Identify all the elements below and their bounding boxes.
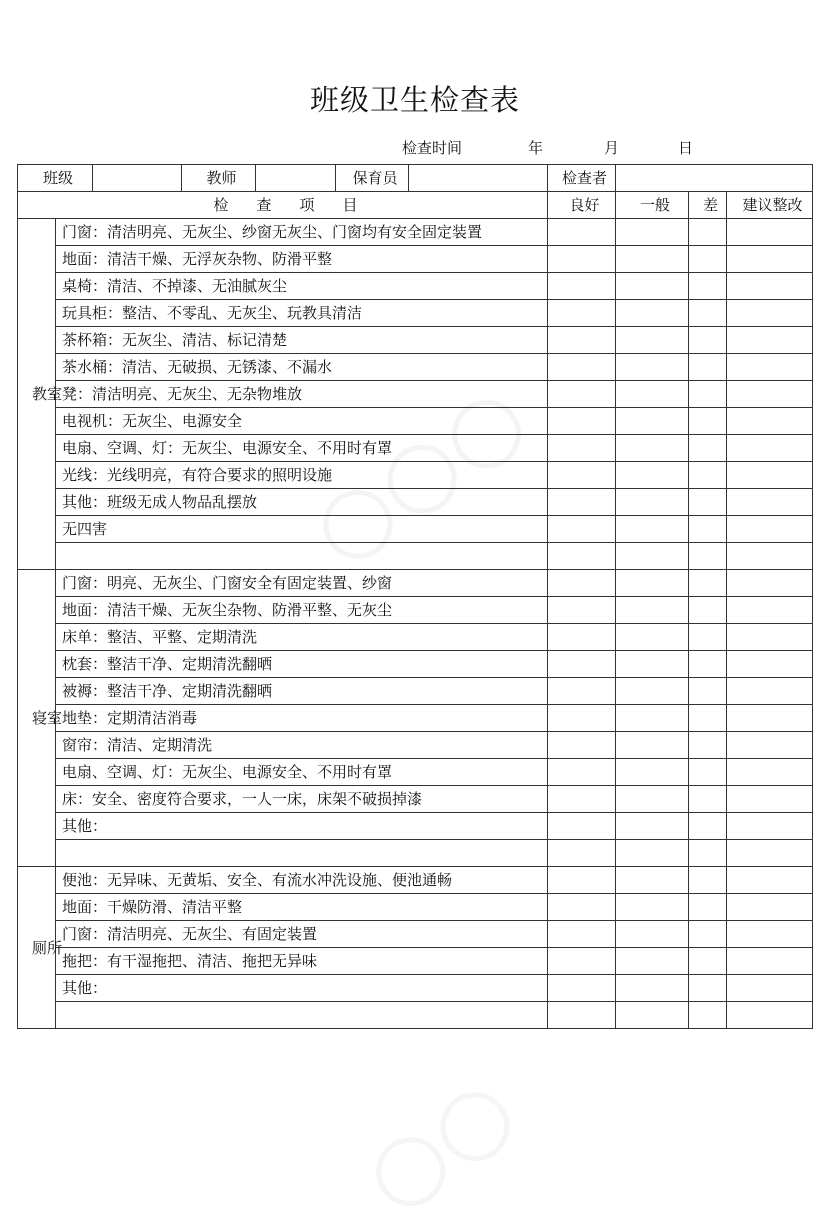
suggestion-cell[interactable] [727, 354, 813, 381]
poor-cell[interactable] [689, 975, 727, 1002]
good-cell[interactable] [548, 840, 616, 867]
suggestion-cell[interactable] [727, 327, 813, 354]
month-label: 月 [604, 139, 620, 157]
fair-cell[interactable] [616, 975, 689, 1002]
suggestion-cell[interactable] [727, 894, 813, 921]
table-row [18, 786, 813, 813]
fair-cell[interactable] [616, 840, 689, 867]
inspection-date-line [0, 137, 830, 159]
year-label: 年 [528, 139, 544, 157]
good-cell[interactable] [548, 327, 616, 354]
suggestion-cell[interactable] [727, 786, 813, 813]
good-cell[interactable] [548, 219, 616, 246]
poor-cell[interactable] [689, 435, 727, 462]
good-cell[interactable] [548, 732, 616, 759]
suggestion-cell[interactable] [727, 516, 813, 543]
item-cell: 玩具柜：整洁、不零乱、无灰尘、玩教具清洁 [56, 300, 548, 327]
suggestion-cell[interactable] [727, 651, 813, 678]
caregiver-value-cell[interactable] [409, 165, 548, 192]
item-cell [56, 543, 548, 570]
fair-cell[interactable] [616, 786, 689, 813]
poor-cell[interactable] [689, 705, 727, 732]
good-cell[interactable] [548, 597, 616, 624]
fair-cell[interactable] [616, 435, 689, 462]
fair-cell[interactable] [616, 894, 689, 921]
class-value-cell[interactable] [93, 165, 182, 192]
good-cell[interactable] [548, 948, 616, 975]
suggestion-cell[interactable] [727, 759, 813, 786]
section-label-text: 寝室 [32, 709, 63, 727]
item-cell: 其他： [56, 813, 548, 840]
table-row [18, 1002, 813, 1029]
item-cell: 地垫：定期清洁消毒 [56, 705, 548, 732]
item-cell: 地面：清洁干燥、无灰尘杂物、防滑平整、无灰尘 [56, 597, 548, 624]
good-cell[interactable] [548, 300, 616, 327]
suggestion-cell[interactable] [727, 489, 813, 516]
day-label: 日 [678, 139, 694, 157]
fair-cell[interactable] [616, 543, 689, 570]
fair-cell[interactable] [616, 624, 689, 651]
poor-cell[interactable] [689, 867, 727, 894]
fair-cell[interactable] [616, 813, 689, 840]
item-cell: 窗帘：清洁、定期清洗 [56, 732, 548, 759]
item-cell: 茶杯箱：无灰尘、清洁、标记清楚 [56, 327, 548, 354]
good-cell[interactable] [548, 651, 616, 678]
poor-cell[interactable] [689, 813, 727, 840]
fair-cell[interactable] [616, 462, 689, 489]
fair-cell[interactable] [616, 300, 689, 327]
item-cell: 桌椅：清洁、不掉漆、无油腻灰尘 [56, 273, 548, 300]
suggestion-cell[interactable] [727, 570, 813, 597]
good-cell[interactable] [548, 516, 616, 543]
suggestion-cell[interactable] [727, 732, 813, 759]
good-cell[interactable] [548, 570, 616, 597]
poor-cell[interactable] [689, 732, 727, 759]
item-cell: 地面：清洁干燥、无浮灰杂物、防滑平整 [56, 246, 548, 273]
item-cell: 其他： [56, 975, 548, 1002]
poor-cell[interactable] [689, 246, 727, 273]
good-cell[interactable] [548, 273, 616, 300]
suggestion-cell[interactable] [727, 543, 813, 570]
table-row [18, 651, 813, 678]
fair-cell[interactable] [616, 759, 689, 786]
poor-cell[interactable] [689, 624, 727, 651]
poor-cell[interactable] [689, 408, 727, 435]
suggestion-cell[interactable] [727, 219, 813, 246]
suggestion-cell[interactable] [727, 381, 813, 408]
suggestion-cell[interactable] [727, 867, 813, 894]
good-cell[interactable] [548, 408, 616, 435]
section-label-text: 教室 [32, 385, 63, 403]
poor-cell[interactable] [689, 921, 727, 948]
inspection-time-label: 检查时间 [402, 139, 463, 157]
good-cell[interactable] [548, 246, 616, 273]
table-row [18, 975, 813, 1002]
teacher-label: 教师 [182, 165, 256, 192]
table-row [18, 219, 813, 246]
inspector-value-cell[interactable] [616, 165, 813, 192]
good-cell[interactable] [548, 759, 616, 786]
item-cell: 凳：清洁明亮、无灰尘、无杂物堆放 [56, 381, 548, 408]
table-row [18, 273, 813, 300]
suggestion-cell[interactable] [727, 273, 813, 300]
class-label: 班级 [18, 165, 93, 192]
page-title: 班级卫生检查表 [309, 83, 520, 117]
fair-cell[interactable] [616, 219, 689, 246]
poor-cell[interactable] [689, 759, 727, 786]
table-row [18, 678, 813, 705]
fair-cell[interactable] [616, 489, 689, 516]
poor-cell[interactable] [689, 570, 727, 597]
fair-cell[interactable] [616, 570, 689, 597]
good-cell[interactable] [548, 1002, 616, 1029]
good-cell[interactable] [548, 813, 616, 840]
table-row [18, 894, 813, 921]
section-label [18, 219, 63, 570]
fair-cell[interactable] [616, 354, 689, 381]
poor-cell[interactable] [689, 840, 727, 867]
good-cell[interactable] [548, 543, 616, 570]
item-cell: 光线：光线明亮，有符合要求的照明设施 [56, 462, 548, 489]
table-row [18, 867, 813, 894]
poor-cell[interactable] [689, 1002, 727, 1029]
fair-cell[interactable] [616, 651, 689, 678]
poor-cell[interactable] [689, 516, 727, 543]
poor-cell[interactable] [689, 894, 727, 921]
item-cell: 地面：干燥防滑、清洁平整 [56, 894, 548, 921]
good-cell[interactable] [548, 921, 616, 948]
poor-cell[interactable] [689, 948, 727, 975]
good-cell[interactable] [548, 489, 616, 516]
fair-cell[interactable] [616, 246, 689, 273]
suggestion-cell[interactable] [727, 300, 813, 327]
good-cell[interactable] [548, 435, 616, 462]
good-cell[interactable] [548, 705, 616, 732]
good-cell[interactable] [548, 894, 616, 921]
poor-cell[interactable] [689, 219, 727, 246]
fair-cell[interactable] [616, 327, 689, 354]
suggestion-cell[interactable] [727, 948, 813, 975]
table-row [18, 624, 813, 651]
table-row [18, 732, 813, 759]
suggestion-cell[interactable] [727, 813, 813, 840]
header-info-row [18, 165, 813, 192]
table-row [18, 489, 813, 516]
table-row [18, 435, 813, 462]
good-cell[interactable] [548, 867, 616, 894]
table-row [18, 300, 813, 327]
good-cell[interactable] [548, 678, 616, 705]
inspector-label: 检查者 [548, 165, 616, 192]
item-cell: 门窗：清洁明亮、无灰尘、有固定装置 [56, 921, 548, 948]
item-cell: 无四害 [56, 516, 548, 543]
teacher-value-cell[interactable] [256, 165, 336, 192]
suggestion-cell[interactable] [727, 840, 813, 867]
item-cell: 门窗：明亮、无灰尘、门窗安全有固定装置、纱窗 [56, 570, 548, 597]
good-cell[interactable] [548, 624, 616, 651]
table-row [18, 570, 813, 597]
table-row [18, 381, 813, 408]
section-label-text: 厕所 [32, 938, 63, 957]
poor-cell[interactable] [689, 597, 727, 624]
suggestion-column-header: 建议整改 [727, 192, 813, 219]
good-cell[interactable] [548, 786, 616, 813]
fair-cell[interactable] [616, 516, 689, 543]
item-cell: 便池：无异味、无黄垢、安全、有流水冲洗设施、便池通畅 [56, 867, 548, 894]
poor-cell[interactable] [689, 354, 727, 381]
table-row [18, 705, 813, 732]
table-row [18, 813, 813, 840]
table-row [18, 543, 813, 570]
item-cell: 其他：班级无成人物品乱摆放 [56, 489, 548, 516]
item-cell: 电视机：无灰尘、电源安全 [56, 408, 548, 435]
item-cell: 床单：整洁、平整、定期清洗 [56, 624, 548, 651]
suggestion-cell[interactable] [727, 975, 813, 1002]
item-cell: 床：安全、密度符合要求，一人一床，床架不破损掉漆 [56, 786, 548, 813]
section-label [18, 570, 63, 867]
item-cell [56, 840, 548, 867]
suggestion-cell[interactable] [727, 462, 813, 489]
fair-cell[interactable] [616, 1002, 689, 1029]
table-row [18, 327, 813, 354]
suggestion-cell[interactable] [727, 624, 813, 651]
table-row [18, 246, 813, 273]
fair-cell[interactable] [616, 867, 689, 894]
poor-cell[interactable] [689, 651, 727, 678]
fair-cell[interactable] [616, 597, 689, 624]
table-row [18, 462, 813, 489]
item-cell: 枕套：整洁干净、定期清洗翻晒 [56, 651, 548, 678]
fair-cell[interactable] [616, 732, 689, 759]
table-row [18, 759, 813, 786]
item-cell: 门窗：清洁明亮、无灰尘、纱窗无灰尘、门窗均有安全固定装置 [56, 219, 548, 246]
suggestion-cell[interactable] [727, 678, 813, 705]
items-column-header: 检查项目 [18, 192, 548, 219]
caregiver-label: 保育员 [336, 165, 409, 192]
fair-cell[interactable] [616, 921, 689, 948]
poor-cell[interactable] [689, 786, 727, 813]
item-cell: 茶水桶：清洁、无破损、无锈漆、不漏水 [56, 354, 548, 381]
poor-cell[interactable] [689, 462, 727, 489]
good-cell[interactable] [548, 462, 616, 489]
column-header-row [18, 192, 813, 219]
table-row [18, 408, 813, 435]
poor-cell[interactable] [689, 678, 727, 705]
good-cell[interactable] [548, 975, 616, 1002]
item-cell: 被褥：整洁干净、定期清洗翻晒 [56, 678, 548, 705]
poor-cell[interactable] [689, 489, 727, 516]
fair-column-header: 一般 [616, 192, 689, 219]
table-row [18, 516, 813, 543]
table-row [18, 921, 813, 948]
suggestion-cell[interactable] [727, 435, 813, 462]
suggestion-cell[interactable] [727, 705, 813, 732]
poor-cell[interactable] [689, 273, 727, 300]
poor-cell[interactable] [689, 381, 727, 408]
table-row [18, 948, 813, 975]
section-label [18, 867, 63, 1029]
fair-cell[interactable] [616, 678, 689, 705]
table-row [18, 354, 813, 381]
item-cell [56, 1002, 548, 1029]
suggestion-cell[interactable] [727, 1002, 813, 1029]
fair-cell[interactable] [616, 408, 689, 435]
suggestion-cell[interactable] [727, 246, 813, 273]
fair-cell[interactable] [616, 381, 689, 408]
poor-cell[interactable] [689, 300, 727, 327]
item-cell: 电扇、空调、灯：无灰尘、电源安全、不用时有罩 [56, 435, 548, 462]
fair-cell[interactable] [616, 705, 689, 732]
good-cell[interactable] [548, 354, 616, 381]
fair-cell[interactable] [616, 273, 689, 300]
good-cell[interactable] [548, 381, 616, 408]
table-row [18, 597, 813, 624]
poor-cell[interactable] [689, 543, 727, 570]
item-cell: 拖把：有干湿拖把、清洁、拖把无异味 [56, 948, 548, 975]
inspection-table [17, 164, 813, 1029]
fair-cell[interactable] [616, 948, 689, 975]
suggestion-cell[interactable] [727, 408, 813, 435]
suggestion-cell[interactable] [727, 597, 813, 624]
watermark [344, 1055, 533, 1231]
table-row [18, 840, 813, 867]
suggestion-cell[interactable] [727, 921, 813, 948]
poor-column-header: 差 [689, 192, 727, 219]
good-column-header: 良好 [548, 192, 616, 219]
poor-cell[interactable] [689, 327, 727, 354]
item-cell: 电扇、空调、灯：无灰尘、电源安全、不用时有罩 [56, 759, 548, 786]
